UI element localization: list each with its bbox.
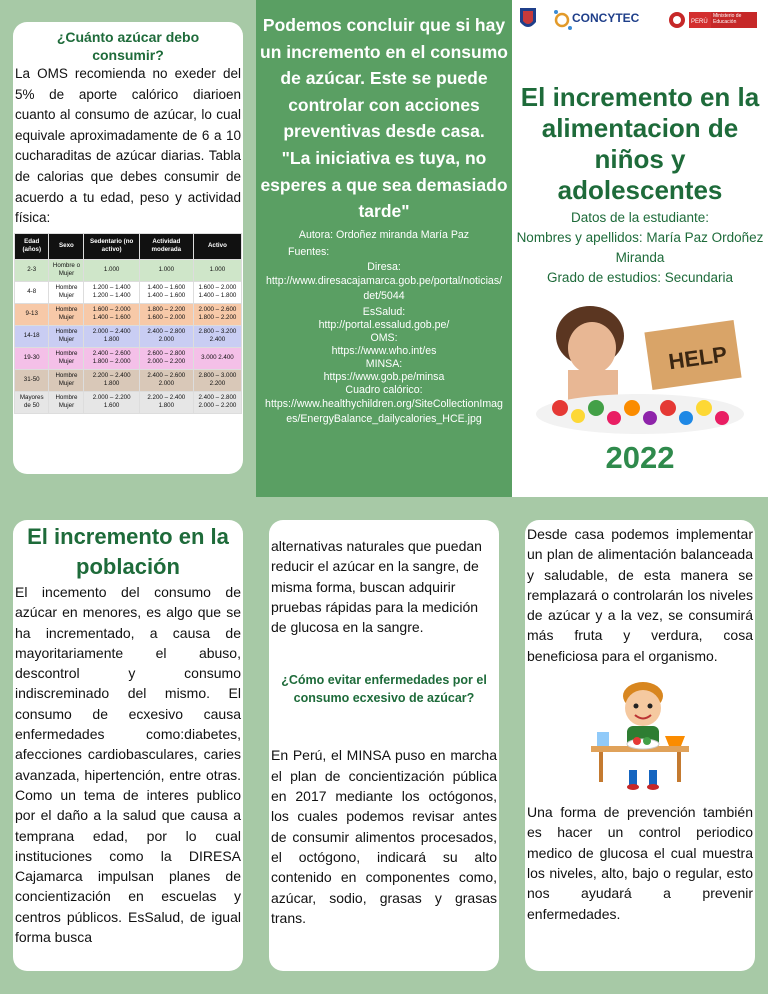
row-age: 14-18	[15, 325, 49, 347]
header-sedentary: Sedentario (no activo)	[84, 233, 139, 259]
calorie-row	[15, 369, 242, 391]
row-sex: Hombre Mujer	[49, 347, 84, 369]
row-age: Mayores de 50	[15, 391, 49, 413]
school-crest-icon	[520, 8, 536, 27]
help-sign-text: HELP	[666, 341, 729, 375]
prevention-text-2: En Perú, el MINSA puso en marcha el plan de concientización pública en 2017 mediante los octógonos, los cuales podemos revisar antes de consumir alimentos procesados, el octógono, indicará su alto contenido en componentes como, azúcar, sodio, grasas y grasas trans.	[271, 747, 497, 926]
row-age: 9-13	[15, 303, 49, 325]
home-plan-text-1: Desde casa podemos implementar un plan de alimentación balanceada y saludable, de esta manera se remplazará o controlarán los niveles de azúcar y a la vez, se consumirá más fruta y verdura, cosa beneficiosa para el organismo.	[527, 526, 753, 664]
sources-label: Fuentes:	[288, 245, 330, 258]
cover-panel	[512, 0, 768, 497]
source-oms-link[interactable]: https://www.who.int/es	[331, 344, 437, 357]
source-chart-link[interactable]: https://www.healthychildren.org/SiteCollectionImages/EnergyBalance_dailycalories_HCE.jpg	[265, 397, 503, 425]
row-sedentary: 2.200 – 2.400 1.800	[84, 369, 139, 391]
row-sedentary: 1.000	[84, 259, 139, 281]
row-active: 1.000	[193, 259, 241, 281]
conclusion-statement: Podemos concluir que si hay un incremento en el consumo de azúcar. Este se puede controlar con acciones preventivas desde casa.	[260, 15, 508, 142]
row-moderate: 1.400 – 1.600 1.400 – 1.600	[139, 281, 193, 303]
sources-list	[256, 261, 512, 427]
source-minsa-label: MINSA:	[365, 357, 403, 370]
prevention-card	[269, 520, 499, 971]
calorie-row	[15, 259, 242, 281]
calorie-row	[15, 391, 242, 413]
row-age: 19-30	[15, 347, 49, 369]
row-sex: Hombre Mujer	[49, 303, 84, 325]
row-active: 2.000 – 2.600 1.800 – 2.200	[193, 303, 241, 325]
peru-education-logo	[669, 12, 757, 28]
row-sex: Hombre Mujer	[49, 325, 84, 347]
row-sex: Hombre Mujer	[49, 281, 84, 303]
prevention-text-1: alternativas naturales que puedan reducir el azúcar en la sangre, de misma forma, buscan adquirir pruebas rápidas para la medición de glucosa en la sangre.	[271, 538, 482, 636]
source-diresa-link[interactable]: http://www.diresacajamarca.gob.pe/portal/noticias/det/5044	[265, 274, 503, 302]
source-oms-label: OMS:	[370, 331, 398, 344]
student-label: Datos de la estudiante:	[570, 210, 710, 225]
student-grade: Grado de estudios: Secundaria	[546, 270, 734, 285]
calorie-row	[15, 303, 242, 325]
source-essalud-label: EsSalud:	[362, 305, 406, 318]
sugar-intake-heading: ¿Cuánto azúcar debo consumir?	[56, 29, 200, 63]
concytec-logo-icon	[554, 10, 640, 30]
row-moderate: 2.200 – 2.400 1.800	[139, 391, 193, 413]
cover-year: 2022	[605, 440, 675, 475]
row-age: 31-50	[15, 369, 49, 391]
calorie-row	[15, 281, 242, 303]
header-sex: Sexo	[49, 233, 84, 259]
candy-pile-icon	[536, 394, 744, 434]
source-essalud-link[interactable]: http://portal.essalud.gob.pe/	[318, 318, 450, 331]
peru-logo-text: PERÚ	[691, 19, 708, 25]
concytec-logo-text: CONCYTEC	[572, 11, 640, 25]
row-sedentary: 2.000 – 2.400 1.800	[84, 325, 139, 347]
calorie-row	[15, 347, 242, 369]
row-moderate: 2.400 – 2.800 2.000	[139, 325, 193, 347]
sugar-intake-text: La OMS recomienda no exeder del 5% de aporte calórico diarioen cuanto al consumo de azúcar, lo cual equivale aproximadamente de 6 a 10 cucharaditas de azúcar diarias. Tabla de calorias que debes consumir de acuerdo a tu edad, peso y actividad física:	[15, 66, 241, 226]
population-heading: El incremento en la población	[27, 524, 229, 579]
prevention-subheading: ¿Cómo evitar enfermedades por el consumo ecxesivo de azúcar?	[281, 673, 487, 706]
row-age: 4-8	[15, 281, 49, 303]
child-candy-illustration	[530, 296, 750, 434]
row-moderate: 2.600 – 2.800 2.000 – 2.200	[139, 347, 193, 369]
header-active: Activo	[193, 233, 241, 259]
header-age: Edad (años)	[15, 233, 49, 259]
source-diresa-label: Diresa:	[367, 260, 401, 273]
ministry-logo-text: Ministerio de Educación	[713, 13, 742, 25]
logos-bar	[512, 4, 768, 36]
population-card	[13, 520, 243, 971]
row-active: 2.800 – 3.200 2.400	[193, 325, 241, 347]
calorie-table-header	[15, 233, 242, 259]
row-moderate: 1.800 – 2.200 1.600 – 2.000	[139, 303, 193, 325]
cover-title: El incremento en la alimentacion de niños y adolescentes	[520, 82, 760, 205]
conclusion-panel	[256, 0, 512, 497]
row-active: 2.800 – 3.000 2.200	[193, 369, 241, 391]
author: Autora: Ordoñez miranda María Paz	[298, 228, 470, 241]
calorie-row	[15, 325, 242, 347]
row-age: 2-3	[15, 259, 49, 281]
help-sign	[644, 320, 741, 390]
population-text: El incemento del consumo de azúcar en menores, es algo que se ha incrementado, a causa de mayoritariamente el abuso, descontrol y consumo indiscreminado del mismo. El consumo de ecxesivo causa enfermedades como:diabetes, afecciones cardiobasculares, caries avanzada, hipertención, entre otras. Como un tema de interes publico por el daño a la salud que causa a temprana edad, por lo cual instituciones como la DIRESA Cajamarca impulsan planes de concientización en escuelas y centros públicos. EsSalud, de igual forma busca	[15, 584, 241, 946]
child-eating-illustration	[585, 674, 695, 792]
row-sedentary: 1.200 – 1.400 1.200 – 1.400	[84, 281, 139, 303]
source-minsa-link[interactable]: https://www.gob.pe/minsa	[323, 370, 445, 383]
row-active: 3.000 2.400	[193, 347, 241, 369]
row-sex: Hombre Mujer	[49, 391, 84, 413]
sugar-intake-card	[13, 22, 243, 474]
row-active: 2.400 – 2.800 2.000 – 2.200	[193, 391, 241, 413]
header-moderate: Actividad moderada	[139, 233, 193, 259]
source-chart-label: Cuadro calórico:	[345, 383, 423, 396]
student-name: Nombres y apellidos: María Paz Ordoñez Miranda	[516, 230, 764, 265]
row-sex: Hombre o Mujer	[49, 259, 84, 281]
student-info	[512, 208, 768, 288]
conclusion-text	[256, 0, 512, 225]
row-sedentary: 2.000 – 2.200 1.600	[84, 391, 139, 413]
row-moderate: 2.400 – 2.600 2.000	[139, 369, 193, 391]
home-plan-card	[525, 520, 755, 971]
row-sedentary: 1.600 – 2.000 1.400 – 1.600	[84, 303, 139, 325]
home-plan-text-2: Una forma de prevención también es hacer un control periodico medico de glucosa el cual muestra los niveles, alto, bajo o regular, esto nos ayudará a prevenir enfermedades.	[527, 804, 753, 922]
row-sedentary: 2.400 – 2.600 1.800 – 2.000	[84, 347, 139, 369]
calorie-table	[14, 233, 242, 414]
row-active: 1.600 – 2.000 1.400 – 1.800	[193, 281, 241, 303]
conclusion-quote: "La iniciativa es tuya, no esperes a que sea demasiado tarde"	[260, 147, 508, 222]
row-moderate: 1.000	[139, 259, 193, 281]
row-sex: Hombre Mujer	[49, 369, 84, 391]
